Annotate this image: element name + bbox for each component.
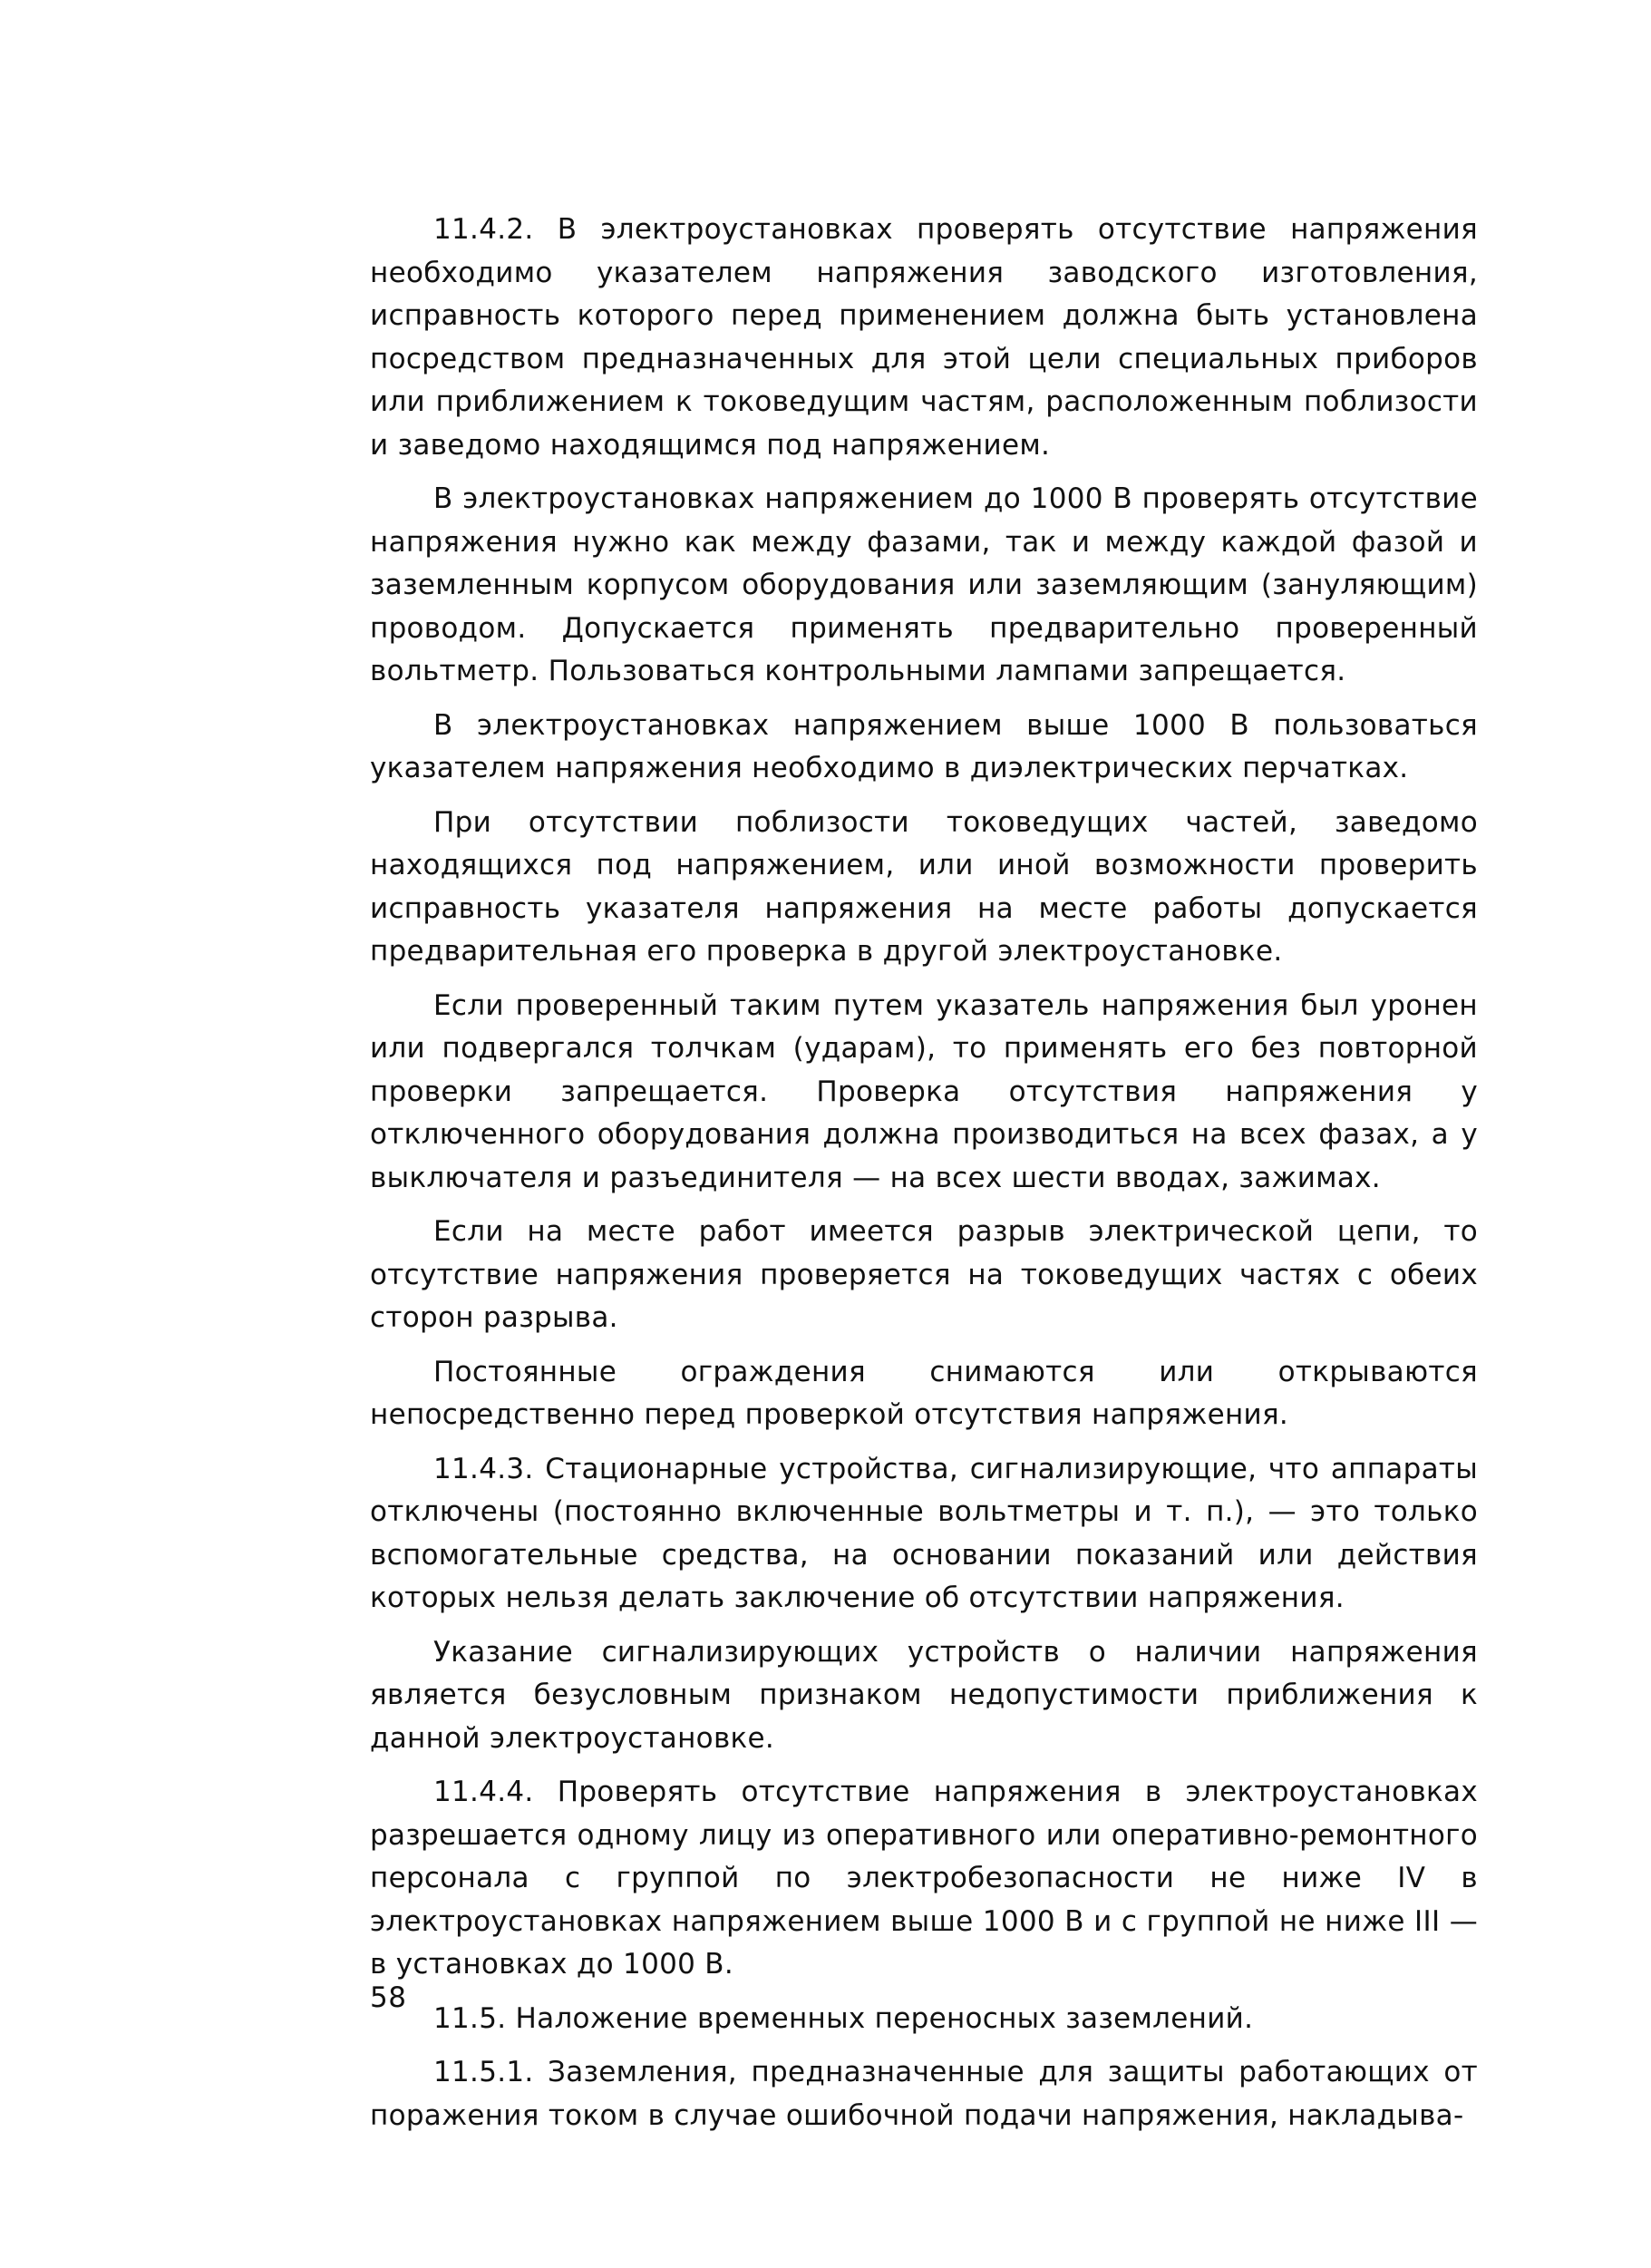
section-heading-11-5: 11.5. Наложение временных переносных заземлений. [433,2001,1254,2035]
paragraph-11-4-3: 11.4.3. Стационарные устройства, сигнализирующие, что аппараты отключены (постоянно включенные вольтметры и т. п.), — это только вспомогательные средства, на основании показаний или действия которых нельзя делать заключение об отсутствии напряжения. [370,1452,1478,1614]
body-text [370,209,1478,2148]
paragraph-dropped-indicator: Если проверенный таким путем указатель напряжения был уронен или подвергался толчкам (ударам), то применять его без повторной проверки запрещается. Проверка отсутствия напряжения у отключенного оборудования должна производиться на всех фазах, а у выключателя и разъединителя — на всех шести вводах, зажимах. [370,988,1478,1194]
paragraph-voltage-up-to-1000: В электроустановках напряжением до 1000 В проверять отсутствие напряжения нужно как между фазами, так и между каждой фазой и заземленным корпусом оборудования или заземляющим (зануляющим) проводом. Допускается применять предварительно проверенный вольтметр. Пользоваться контрольными лампами запрещается. [370,482,1478,687]
paragraph-11-4-4: 11.4.4. Проверять отсутствие напряжения в электроустановках разрешается одному лицу из оперативного или оперативно-ремонтного персонала с группой по электробезопасности не ниже IV в электроустановках напряжением выше 1000 В и с группой не ниже III — в установках до 1000 В. [370,1776,1478,1981]
page-number: 58 [370,1981,407,2014]
paragraph-11-5-1: 11.5.1. Заземления, предназначенные для защиты работающих от поражения током в случае ошибочной подачи напряжения, накладыва- [370,2056,1478,2132]
paragraph-11-4-2: 11.4.2. В электроустановках проверять отсутствие напряжения необходимо указателем напряжения заводского изготовления, исправность которого перед применением должна быть установлена посредством предназначенных для этой цели специальных приборов или приближением к токоведущим частям, расположенным поблизости и заведомо находящимся под напряжением. [370,213,1478,462]
paragraph-voltage-above-1000: В электроустановках напряжением выше 1000 В пользоваться указателем напряжения необходимо в диэлектрических перчатках. [370,708,1478,784]
paragraph-signaling-devices: Указание сигнализирующих устройств о наличии напряжения является безусловным признаком недопустимости приближения к данной электроустановке. [370,1635,1478,1755]
paragraph-indicator-check: При отсутствии поблизости токоведущих частей, заведомо находящихся под напряжением, или иной возможности проверить исправность указателя напряжения на месте работы допускается предварительная его проверка в другой электроустановке. [370,805,1478,968]
paragraph-permanent-fences: Постоянные ограждения снимаются или открываются непосредственно перед проверкой отсутствия напряжения. [370,1355,1478,1431]
paragraph-circuit-break: Если на месте работ имеется разрыв электрической цепи, то отсутствие напряжения проверяется на токоведущих частях с обеих сторон разрыва. [370,1215,1478,1334]
